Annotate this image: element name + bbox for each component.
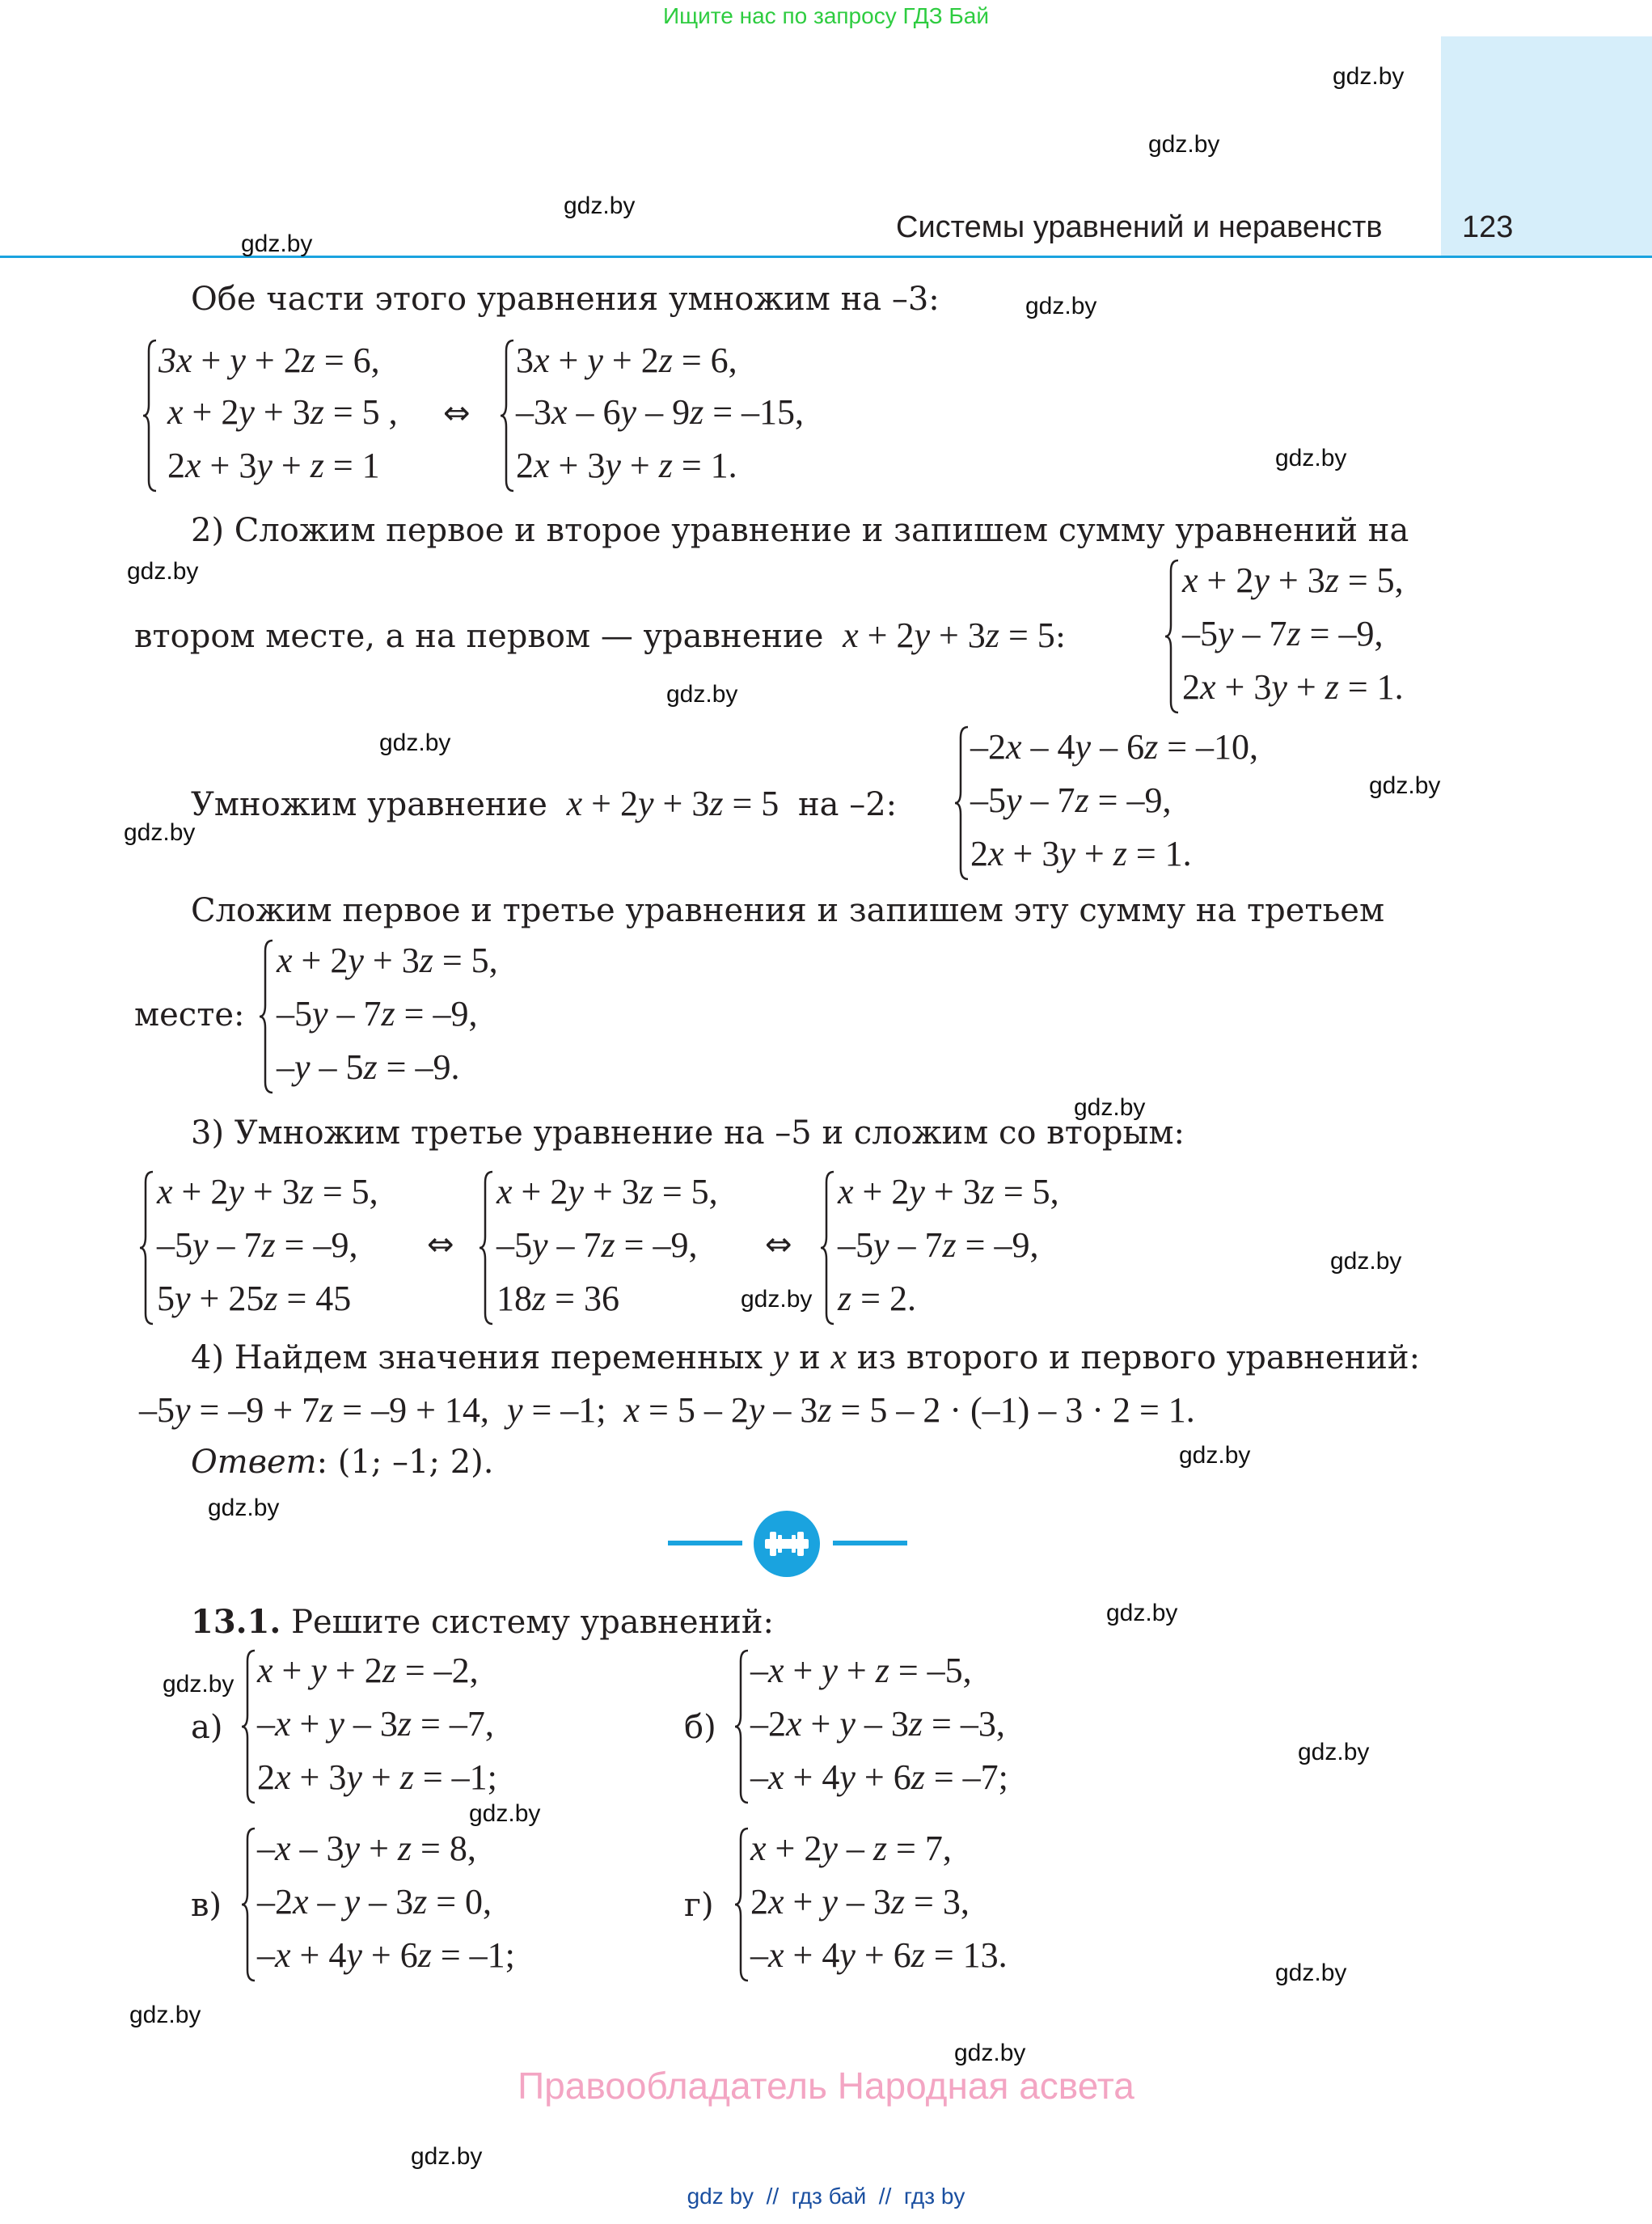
solution-equation: –5y = –9 + 7z = –9 + 14, y = –1; x = 5 – 2y – 3z = 5 – 2 · (–1) – 3 · 2 = 1. <box>139 1390 1195 1430</box>
watermark: gdz.by <box>1369 772 1441 799</box>
brace <box>954 726 969 880</box>
top-banner[interactable]: Ищите нас по запросу ГДЗ Бай <box>662 3 990 28</box>
watermark: gdz.by <box>741 1286 813 1313</box>
multiply-intro-text: Обе части этого уравнения умножим на –3: <box>191 281 940 318</box>
equivalence-symbol: ⇔ <box>765 1226 792 1263</box>
variable-y: y <box>772 1337 789 1376</box>
watermark: gdz.by <box>379 729 451 756</box>
answer-value: : (1; –1; 2). <box>316 1444 494 1481</box>
equivalence-symbol: ⇔ <box>443 395 471 432</box>
watermark: gdz.by <box>1275 445 1347 471</box>
colon: : <box>1054 618 1067 655</box>
step4-text: 4) Найдем значения переменных <box>191 1339 763 1376</box>
multiply-text: Умножим уравнение <box>191 786 547 823</box>
add13-line1: Сложим первое и третье уравнения и запишем эту сумму на третьем <box>191 892 1385 929</box>
step2-line2 <box>134 615 1066 656</box>
watermark: gdz.by <box>127 558 199 585</box>
watermark: gdz.by <box>208 1495 280 1521</box>
exercise-text: Решите систему уравнений: <box>281 1604 774 1641</box>
answer-label: Ответ <box>191 1444 317 1481</box>
brace <box>500 340 514 492</box>
variable-x: x <box>830 1337 847 1376</box>
add13-line2: месте: <box>134 996 245 1034</box>
watermark: gdz.by <box>1106 1600 1178 1626</box>
brace <box>1164 560 1179 713</box>
section-title: Системы уравнений и неравенств <box>896 210 1383 244</box>
exercise-heading <box>191 1603 774 1641</box>
multiply-on-text: на –2: <box>798 786 898 823</box>
brace <box>241 1650 256 1803</box>
multiply-line <box>191 783 897 824</box>
step2-line1: 2) Сложим первое и второе уравнение и запишем сумму уравнений на <box>191 512 1409 549</box>
exercise-number: 13.1. <box>191 1603 281 1641</box>
watermark: gdz.by <box>411 2143 483 2170</box>
watermark: gdz.by <box>469 1800 541 1827</box>
brace <box>241 1828 256 1981</box>
watermark: gdz.by <box>1074 1094 1146 1121</box>
label-g: г) <box>684 1887 714 1924</box>
copyright-text: Правообладатель Народная асвета <box>518 2065 1134 2107</box>
watermark: gdz.by <box>954 2040 1026 2066</box>
divider-left <box>668 1541 742 1545</box>
step4-line <box>191 1336 1420 1377</box>
watermark: gdz.by <box>1298 1739 1370 1765</box>
brace <box>259 940 273 1093</box>
watermark: gdz.by <box>1148 131 1220 158</box>
divider-right <box>833 1541 907 1545</box>
watermark: gdz.by <box>564 192 636 219</box>
label-v: в) <box>191 1887 222 1924</box>
brace <box>820 1171 834 1325</box>
brace <box>142 340 157 492</box>
inline-equation: x + 2y + 3z = 5 <box>566 784 788 823</box>
watermark: gdz.by <box>124 819 196 846</box>
brace <box>734 1650 749 1803</box>
watermark: gdz.by <box>129 2002 201 2028</box>
label-a: а) <box>191 1709 223 1746</box>
watermark: gdz.by <box>666 681 738 708</box>
brace <box>734 1828 749 1981</box>
step4-and: и <box>799 1339 821 1376</box>
inline-equation: x + 2y + 3z = 5 <box>843 615 1055 655</box>
watermark: gdz.by <box>1333 63 1405 90</box>
step4-tail: из второго и первого уравнений: <box>856 1339 1421 1376</box>
label-b: б) <box>684 1709 716 1746</box>
step2-text: втором месте, а на первом — уравнение <box>134 618 824 655</box>
step3-text: 3) Умножим третье уравнение на –5 и сложим со вторым: <box>191 1114 1185 1152</box>
watermark: gdz.by <box>1330 1248 1402 1275</box>
dumbbell-icon <box>754 1511 820 1577</box>
brace <box>139 1171 154 1325</box>
brace <box>479 1171 493 1325</box>
answer <box>191 1444 493 1481</box>
watermark: gdz.by <box>1025 293 1097 319</box>
watermark: gdz.by <box>241 230 313 257</box>
watermark: gdz.by <box>163 1671 234 1698</box>
footer-links[interactable]: gdz by // гдз бай // гдз by <box>687 2184 965 2209</box>
watermark: gdz.by <box>1275 1960 1347 1986</box>
page-number: 123 <box>1462 210 1514 244</box>
watermark: gdz.by <box>1179 1442 1251 1469</box>
equivalence-symbol: ⇔ <box>427 1226 454 1263</box>
